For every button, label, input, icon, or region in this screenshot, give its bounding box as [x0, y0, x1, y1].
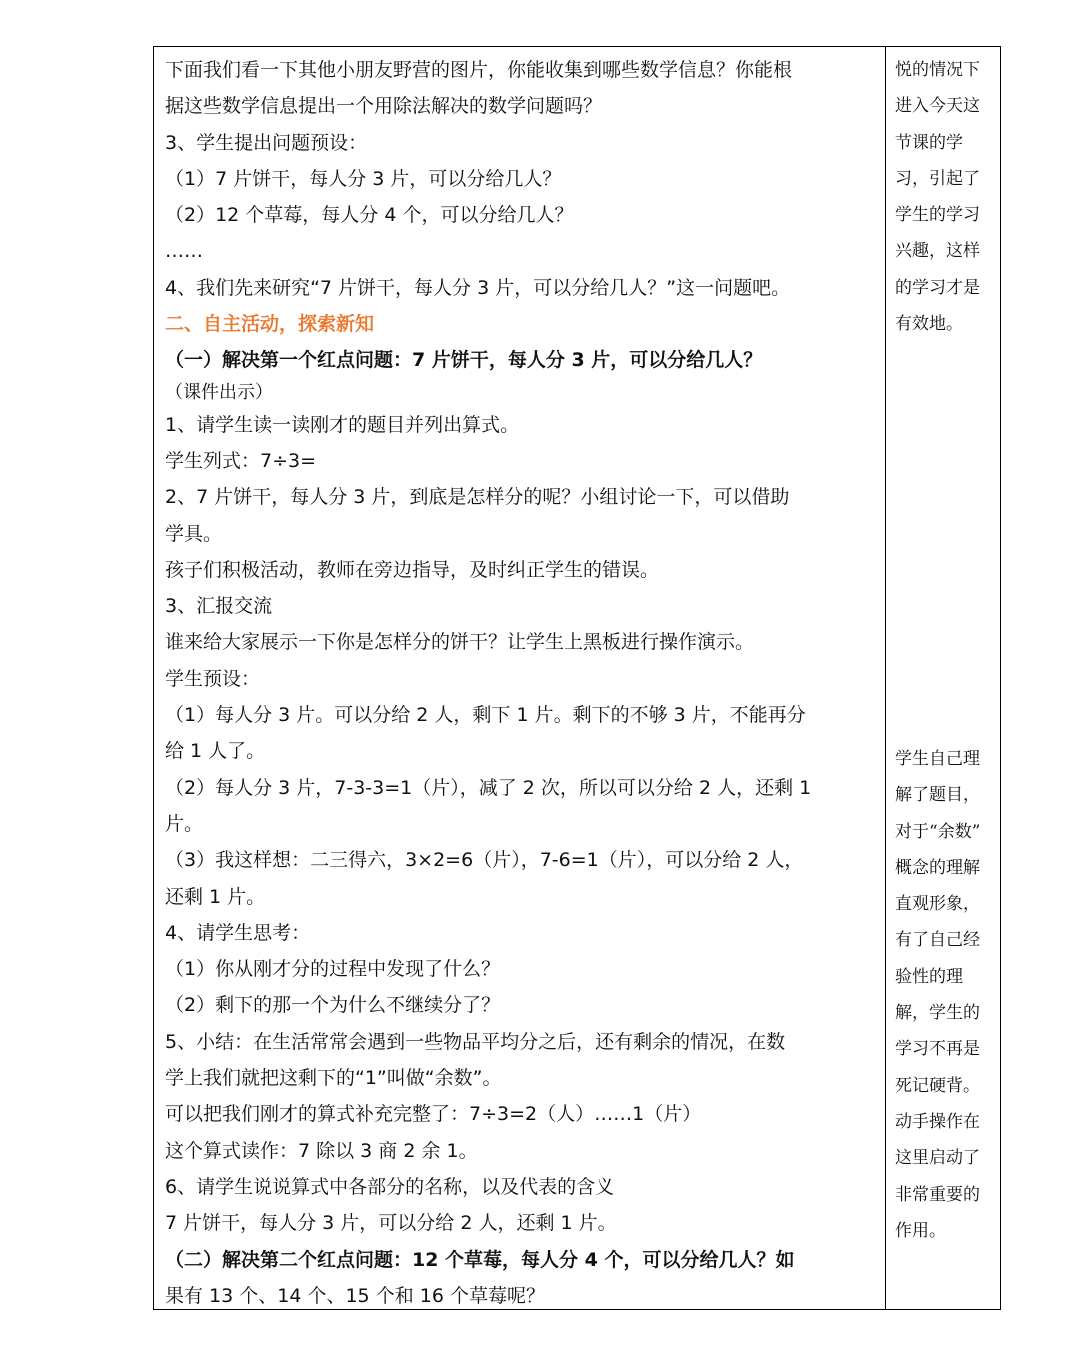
content-line: 这个算式读作：7 除以 3 商 2 余 1。	[165, 1139, 478, 1162]
content-line: （1）每人分 3 片。可以分给 2 人，剩下 1 片。剩下的不够 3 片，不能再分	[165, 704, 806, 727]
content-line: 学生列式：7÷3=	[165, 449, 317, 472]
comment-line: 兴趣，这样	[895, 241, 980, 262]
comment-line: 概念的理解	[895, 857, 980, 878]
column-divider	[885, 46, 886, 1310]
content-line: （3）我这样想：二三得六，3×2=6（片），7-6=1（片），可以分给 2 人，	[165, 849, 804, 872]
content-line: 4、我们先来研究“7 片饼干，每人分 3 片，可以分给几人？”这一问题吧。	[165, 276, 791, 299]
content-line: 下面我们看一下其他小朋友野营的图片，你能收集到哪些数学信息？你能根	[165, 59, 793, 81]
comment-line: 对于“余数”	[895, 821, 981, 842]
comment-line: 解了题目，	[895, 785, 980, 806]
content-line: （2）剩下的那一个为什么不继续分了？	[165, 994, 501, 1017]
content-line: （二）解决第二个红点问题：12 个草莓，每人分 4 个，可以分给几人？如	[165, 1248, 795, 1271]
content-line: 果有 13 个、14 个、15 个和 16 个草莓呢？	[165, 1284, 545, 1307]
comment-line: 这里启动了	[895, 1148, 980, 1169]
comment-line: 验性的理	[895, 966, 963, 987]
comment-line: 作用。	[895, 1220, 946, 1241]
comment-line: 悦的情况下	[895, 60, 980, 80]
comment-column-bottom	[895, 741, 995, 1249]
comment-column-top	[895, 52, 995, 342]
comment-line: 节课的学	[895, 132, 963, 153]
content-line: （一）解决第一个红点问题：7 片饼干，每人分 3 片，可以分给几人？	[165, 349, 763, 372]
content-line: （1）7 片饼干，每人分 3 片，可以分给几人？	[165, 167, 562, 190]
content-line: 3、汇报交流	[165, 595, 273, 618]
comment-line: 有效地。	[895, 314, 963, 335]
content-line: 3、学生提出问题预设：	[165, 131, 368, 154]
content-line: 学上我们就把这剩下的“1”叫做“余数”。	[165, 1067, 502, 1090]
comment-line: 非常重要的	[895, 1184, 980, 1205]
content-line: （课件出示）	[165, 381, 273, 403]
content-line: 谁来给大家展示一下你是怎样分的饼干？让学生上黑板进行操作演示。	[165, 631, 755, 654]
content-line: 2、7 片饼干，每人分 3 片，到底是怎样分的呢？小组讨论一下，可以借助	[165, 486, 790, 509]
content-line: 可以把我们刚才的算式补充完整了：7÷3=2（人）……1（片）	[165, 1103, 702, 1126]
content-line: （2）12 个草莓，每人分 4 个，可以分给几人？	[165, 204, 574, 227]
content-line: 4、请学生思考：	[165, 921, 311, 944]
content-line: ……	[165, 240, 203, 263]
content-line: 孩子们积极活动，教师在旁边指导，及时纠正学生的错误。	[165, 558, 660, 581]
content-line: 学生预设：	[165, 667, 261, 690]
content-line: 据这些数学信息提出一个用除法解决的数学问题吗？	[165, 95, 603, 118]
content-line: 片。	[165, 812, 204, 835]
content-line: 给 1 人了。	[165, 740, 266, 763]
content-line: 6、请学生说说算式中各部分的名称，以及代表的含义	[165, 1175, 615, 1198]
content-line: 1、请学生读一读刚才的题目并列出算式。	[165, 413, 520, 436]
comment-line: 习，引起了	[895, 168, 980, 189]
comment-line: 学习不再是	[895, 1039, 980, 1060]
content-line: 7 片饼干，每人分 3 片，可以分给 2 人，还剩 1 片。	[165, 1212, 617, 1235]
comment-line: 有了自己经	[895, 930, 980, 951]
comment-line: 直观形象，	[895, 894, 980, 915]
comment-line: 的学习才是	[895, 277, 980, 298]
comment-line: 死记硬背。	[895, 1075, 980, 1096]
content-line: 5、小结：在生活常常会遇到一些物品平均分之后，还有剩余的情况，在数	[165, 1030, 786, 1053]
content-line: （1）你从刚才分的过程中发现了什么？	[165, 958, 501, 981]
content-line: 还剩 1 片。	[165, 885, 266, 908]
content-line: （2）每人分 3 片，7-3-3=1（片），减了 2 次，所以可以分给 2 人，还剩 1	[165, 776, 812, 799]
content-line: 学具。	[165, 522, 223, 545]
lesson-content-column	[165, 52, 881, 1314]
comment-line: 学生自己理	[895, 749, 980, 769]
comment-line: 动手操作在	[895, 1111, 980, 1132]
content-line: 二、自主活动，探索新知	[165, 313, 375, 336]
comment-line: 进入今天这	[895, 96, 980, 117]
comment-line: 学生的学习	[895, 205, 980, 226]
comment-line: 解，学生的	[895, 1003, 980, 1024]
